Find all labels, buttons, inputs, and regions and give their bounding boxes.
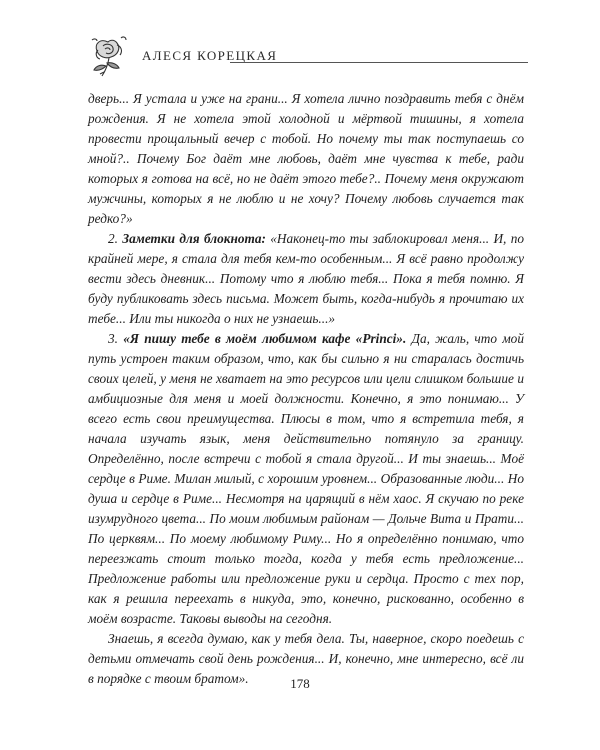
paragraph-3	[88, 329, 524, 629]
paragraph-2-title: Заметки для блокнота:	[122, 231, 266, 246]
paragraph-3-title: «Я пишу тебе в моём любимом кафе «Princi».	[123, 331, 407, 346]
header-rule	[230, 62, 528, 63]
paragraph-2-text: «Наконец-то ты заблокировал меня... И, по крайней мере, я стала для тебя кем-то особенным... Я всё равно продолжу вести здесь дневник... Потому что я люблю тебя... Пока я тебя помню. Я буду публиковать здесь письма. Может быть, когда-нибудь я прочитаю их тебе... Или ты никогда о них не узнаешь...»	[88, 231, 524, 326]
running-header	[84, 28, 528, 84]
page-number: 178	[290, 676, 310, 691]
paragraph-4: Знаешь, я всегда думаю, как у тебя дела. Ты, наверное, скоро поедешь с детьми отмечать свой день рождения... И, конечно, мне интересно, всё ли в порядке с твоим братом».	[88, 631, 524, 686]
paragraph-1: дверь... Я устала и уже на грани... Я хотела лично поздравить тебя с днём рождения. Я не хотела этой холодной и мёртвой тишины, я хотела провести прощальный вечер с тобой. Но почему ты так поступаешь со мной?.. Почему Бог даёт мне любовь, даёт мне чувства к тебе, ради которых я готова на всё, но не даёт этого тебе?.. Почему меня окружают мужчины, которых я не люблю и не хочу? Почему любовь случается так редко?»	[88, 91, 524, 226]
list-number: 2.	[108, 231, 118, 246]
paragraph-2	[88, 229, 524, 329]
rose-icon	[84, 28, 134, 80]
page-body	[88, 89, 524, 689]
author-name: АЛЕСЯ КОРЕЦКАЯ	[142, 48, 278, 63]
list-number: 3.	[108, 331, 118, 346]
paragraph-3-text: Да, жаль, что мой путь устроен таким образом, что, как бы сильно я ни старалась достичь своих целей, у меня не хватает на это ресурсов или цели слишком большие и амбициозные для меня и моей должности. Конечно, я это понимаю... У всего есть свои преимущества. Плюсы в том, что я встретила тебя, я начала изучать язык, меня действительно потянуло за границу. Определённо, после встречи с тобой я стала другой... И ты знаешь... Моё сердце в Риме. Милан милый, с хорошим уровнем... Образованные люди... Но душа и сердце в Риме... Несмотря на царящий в нём хаос. Я скучаю по реке изумрудного цвета... По моим любимым районам — Дольче Вита и Прати... По церквям... По моему любимому Риму... Но я определённо понимаю, что переезжать стоит только тогда, когда у тебя есть предложение... Предложение работы или предложение руки и сердца. Просто с тех пор, как я решила переехать в никуда, это, конечно, рискованно, особенно в моём возрасте. Таковы выводы на сегодня.	[88, 331, 524, 626]
